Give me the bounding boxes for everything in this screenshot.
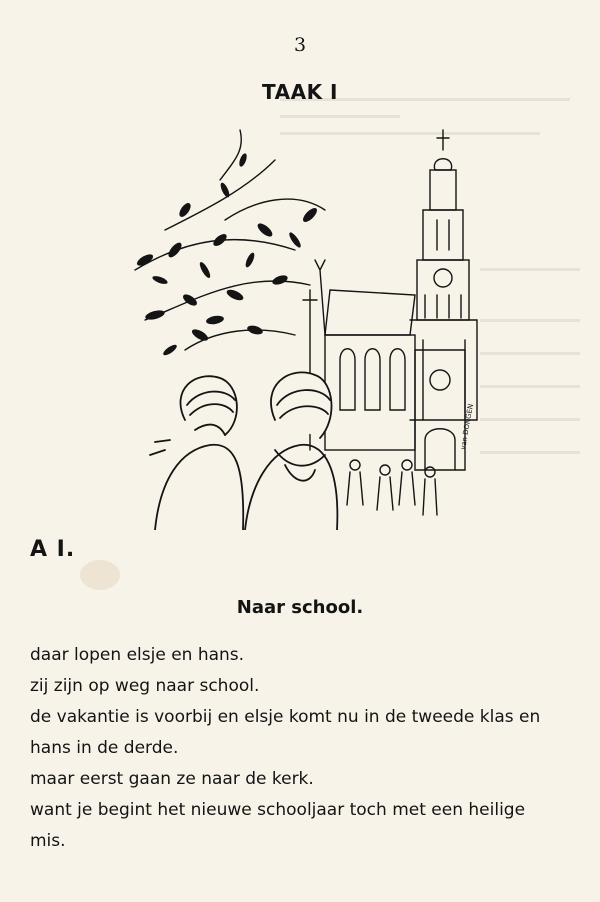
story-text bbox=[30, 640, 575, 857]
crowd-drawing bbox=[347, 460, 437, 515]
task-title: TAAK I bbox=[262, 80, 338, 104]
artist-signature: van DONGEN bbox=[459, 403, 476, 451]
story-line: daar lopen elsje en hans. bbox=[30, 645, 245, 665]
paper-stain bbox=[80, 560, 120, 590]
page-number: 3 bbox=[293, 34, 307, 56]
story-line: want je begint het nieuwe schooljaar toch met een heilige bbox=[30, 800, 526, 820]
story-line: zij zijn op weg naar school. bbox=[30, 676, 260, 696]
church-body-drawing bbox=[303, 260, 465, 470]
church-illustration bbox=[125, 120, 485, 530]
story-line: mis. bbox=[30, 831, 66, 851]
church-tower-drawing bbox=[410, 130, 477, 420]
children-drawing bbox=[150, 372, 337, 530]
story-title: Naar school. bbox=[236, 597, 364, 618]
story-line: hans in de derde. bbox=[30, 738, 179, 758]
bleed-through-right-column bbox=[480, 220, 590, 484]
story-line: maar eerst gaan ze naar de kerk. bbox=[30, 769, 314, 789]
story-line: de vakantie is voorbij en elsje komt nu in de tweede klas en bbox=[30, 707, 541, 727]
section-label: A I. bbox=[30, 537, 76, 562]
tree-drawing bbox=[135, 130, 325, 357]
